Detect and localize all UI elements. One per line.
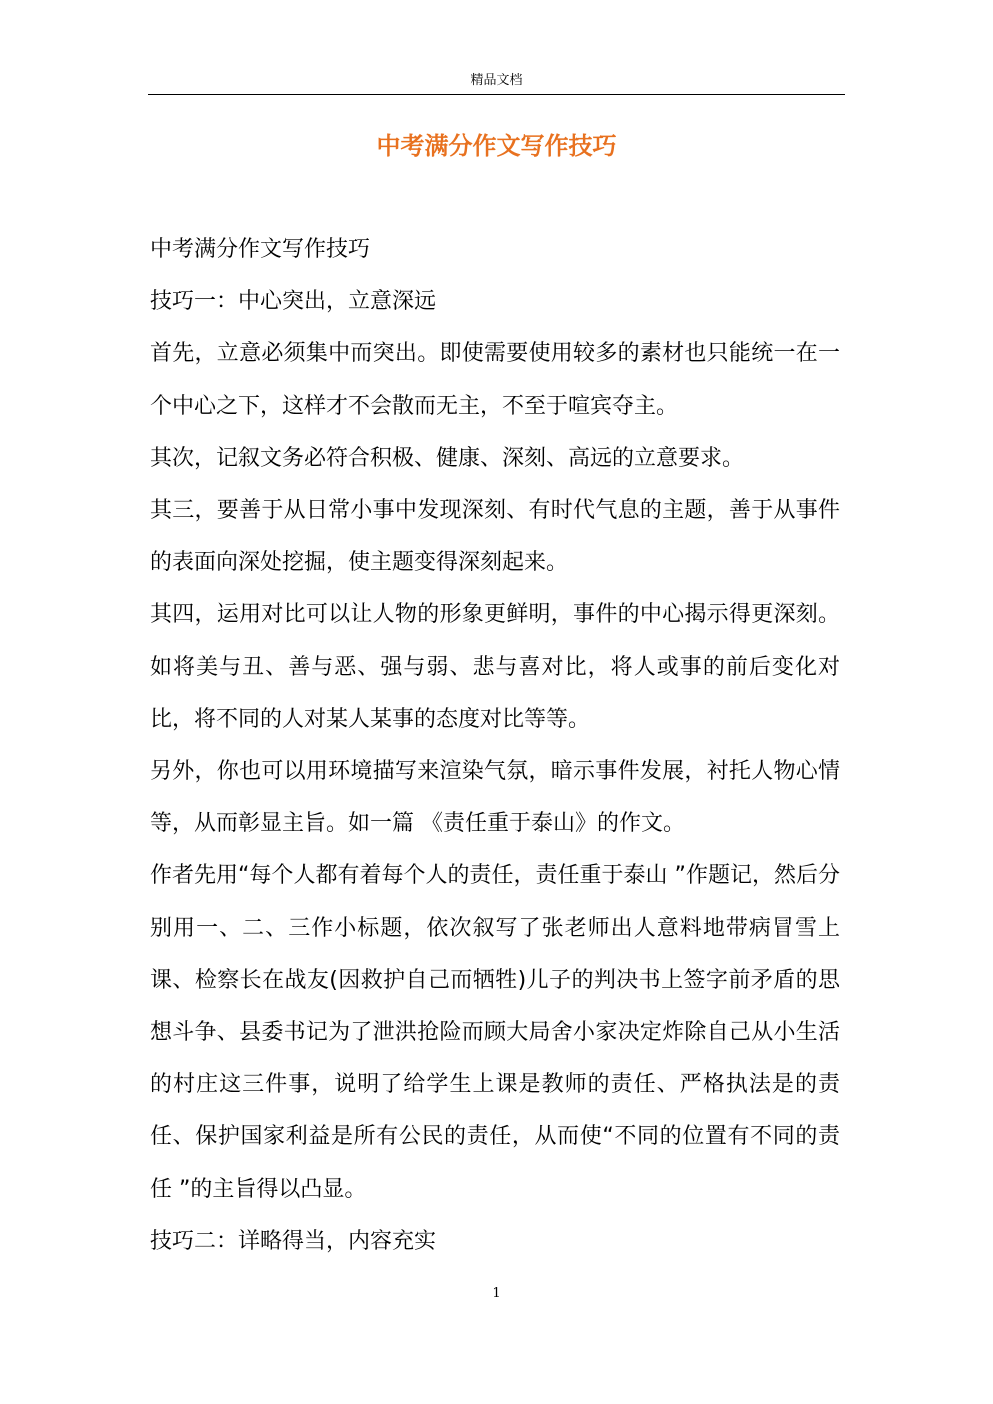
paragraph-subtitle: 中考满分作文写作技巧 [150,237,371,262]
paragraph-second-point: 其次，记叙文务必符合积极、健康、深刻、高远的立意要求。 [150,445,745,471]
paragraph-third-point: 其三，要善于从日常小事中发现深刻、有时代气息的主题，善于从事件的表面向深处挖掘，使主题变得深刻起来。 [150,498,840,576]
paragraph-example: 作者先用“每个人都有着每个人的责任，责任重于泰山 ”作题记，然后分别用一、二、三作小标题，依次叙写了张老师出人意料地带病冒雪上课、检察长在战友(因救护自己而牺牲)儿子的判决书上签字前矛盾的思想斗争、县委书记为了泄洪抢险而顾大局舍小家决定炸除自己从小生活的村庄这三件事，说明了给学生上课是教师的责任、严格执法是的责任、保护国家利益是所有公民的责任，从而使“不同的位置有不同的责任 ”的主旨得以凸显。 [150,863,840,1202]
paragraph-additional-point: 另外，你也可以用环境描写来渲染气氛，暗示事件发展，衬托人物心情等，从而彰显主旨。如一篇 《责任重于泰山》的作文。 [150,759,840,837]
paragraph-first-point: 首先，立意必须集中而突出。即使需要使用较多的素材也只能统一在一个中心之下，这样才不会散而无主，不至于喧宾夺主。 [150,341,840,419]
document-body [150,224,840,1268]
paragraph-tip-two-heading: 技巧二：详略得当，内容充实 [150,1228,437,1254]
page-number: 1 [492,1286,501,1301]
paragraph-fourth-point: 其四，运用对比可以让人物的形象更鲜明，事件的中心揭示得更深刻。如将美与丑、善与恶、强与弱、悲与喜对比，将人或事的前后变化对比，将不同的人对某人某事的态度对比等等。 [150,602,840,732]
page-header [148,68,845,95]
header-label: 精品文档 [470,73,523,88]
paragraph-tip-one-heading: 技巧一：中心突出，立意深远 [150,289,437,315]
document-title: 中考满分作文写作技巧 [376,131,617,160]
